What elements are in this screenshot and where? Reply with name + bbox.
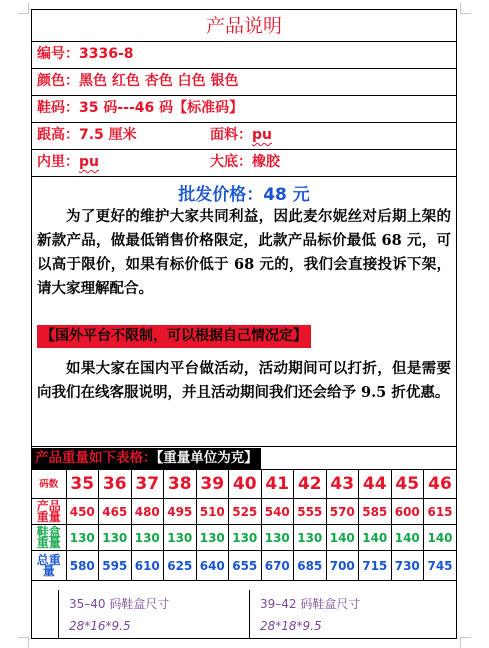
product-weight-row (32, 499, 456, 525)
weight-cell: 600 (391, 499, 424, 525)
weight-unit-text: 【重量单位为克】 (156, 450, 258, 466)
row-label-total: 总重量 (32, 551, 66, 581)
weight-cell: 42 (294, 470, 327, 499)
lining-sole-row (32, 150, 456, 177)
promotion-paragraph: 如果大家在国内平台做活动，活动期间可以打折，但是需要向我们在线客服说明，并且活动期间我们还会给予 9.5 折优惠。 (37, 360, 451, 401)
wholesale-price: 批发价格：48 元 (178, 185, 310, 205)
size-row-table (32, 470, 456, 499)
fabric-value: pu (252, 127, 272, 143)
weight-cell: 140 (424, 525, 457, 551)
weight-cell: 525 (229, 499, 262, 525)
sheet-title (32, 10, 456, 42)
weight-cell: 140 (359, 525, 392, 551)
size-row (32, 96, 456, 123)
weight-cell: 37 (131, 470, 164, 499)
weight-cell: 36 (99, 470, 132, 499)
colors-text: 颜色：黑色 红色 杏色 白色 银色 (37, 73, 239, 89)
row-label-size: 码数 (32, 470, 66, 499)
weight-cell: 685 (294, 551, 327, 581)
weight-cell: 41 (261, 470, 294, 499)
weight-cell: 38 (164, 470, 197, 499)
code-row (32, 42, 456, 69)
box-weight-row (32, 525, 456, 551)
box-size-cell (250, 590, 456, 638)
weight-heading (32, 448, 261, 469)
box-size-cell (58, 590, 250, 638)
weight-cell: 40 (229, 470, 262, 499)
box-size-row (32, 590, 456, 638)
fabric-cell (210, 123, 272, 148)
notes-section (32, 177, 456, 447)
weight-cell: 495 (164, 499, 197, 525)
weight-cell: 45 (391, 470, 424, 499)
weight-cell: 745 (424, 551, 457, 581)
sole-text: 大底：橡胶 (210, 154, 280, 170)
weight-cell: 130 (164, 525, 197, 551)
weight-cell: 43 (326, 470, 359, 499)
weight-heading-row (32, 447, 456, 470)
weight-cell: 570 (326, 499, 359, 525)
lining-label: 内里： (37, 154, 79, 170)
weight-cell: 585 (359, 499, 392, 525)
colors-row (32, 69, 456, 96)
weight-cell: 130 (294, 525, 327, 551)
pricing-policy-paragraph: 为了更好的维护大家共同利益，因此麦尔妮丝对后期上架的新款产品，做最低销售价格限定，此款产品标价最低 68 元，可以高于限价，如果有标价低于 68 元的，我们会直接投诉下架，请大家理解配合。 (37, 208, 451, 297)
product-spec-sheet (31, 9, 457, 639)
weight-cell: 655 (229, 551, 262, 581)
heel-text: 跟高：7.5 厘米 (37, 127, 137, 143)
weight-cell: 140 (391, 525, 424, 551)
weight-cell: 44 (359, 470, 392, 499)
code-text: 编号：3336-8 (37, 46, 134, 62)
weight-cell: 450 (66, 499, 99, 525)
weight-cell: 130 (196, 525, 229, 551)
weight-cell: 465 (99, 499, 132, 525)
row-label-box: 鞋盒重量 (32, 525, 66, 551)
box-size-dims: 28*18*9.5 (260, 619, 322, 633)
lining-value: pu (79, 154, 99, 170)
weight-cell: 670 (261, 551, 294, 581)
crop-mark-bottom-left (18, 637, 29, 648)
title-text: 产品说明 (205, 15, 282, 37)
weight-cell: 715 (359, 551, 392, 581)
weight-cell: 640 (196, 551, 229, 581)
weight-cell: 555 (294, 499, 327, 525)
crop-mark-top-right (460, 3, 471, 14)
weight-cell: 35 (66, 470, 99, 499)
weight-cell: 595 (99, 551, 132, 581)
fabric-label: 面料： (210, 127, 252, 143)
box-size-label: 39–42 码鞋盒尺寸 (260, 597, 361, 611)
heel-fabric-row (32, 123, 456, 150)
weight-cell: 130 (131, 525, 164, 551)
weight-cell: 140 (326, 525, 359, 551)
weight-cell: 625 (164, 551, 197, 581)
weight-cell: 730 (391, 551, 424, 581)
weight-cell: 130 (229, 525, 262, 551)
weight-cell: 130 (261, 525, 294, 551)
weight-cell: 130 (99, 525, 132, 551)
weight-heading-text: 产品重量如下表格： (35, 450, 157, 466)
weight-cell: 510 (196, 499, 229, 525)
weight-cell: 480 (131, 499, 164, 525)
weight-cell: 46 (424, 470, 457, 499)
box-size-label: 35–40 码鞋盒尺寸 (69, 597, 170, 611)
weight-cell: 580 (66, 551, 99, 581)
weight-cell: 540 (261, 499, 294, 525)
weight-cell: 39 (196, 470, 229, 499)
crop-mark-top-left (18, 3, 29, 14)
weight-table (32, 470, 456, 581)
crop-mark-bottom-right (460, 637, 471, 648)
weight-cell: 615 (424, 499, 457, 525)
foreign-platform-banner: 【国外平台不限制，可以根据自己情况定】 (37, 325, 311, 348)
weight-cell: 610 (131, 551, 164, 581)
total-weight-row (32, 551, 456, 581)
weight-cell: 130 (66, 525, 99, 551)
box-size-dims: 28*16*9.5 (69, 619, 131, 633)
size-text: 鞋码：35 码---46 码【标准码】 (37, 100, 244, 116)
row-label-product: 产品重量 (32, 499, 66, 525)
weight-cell: 700 (326, 551, 359, 581)
